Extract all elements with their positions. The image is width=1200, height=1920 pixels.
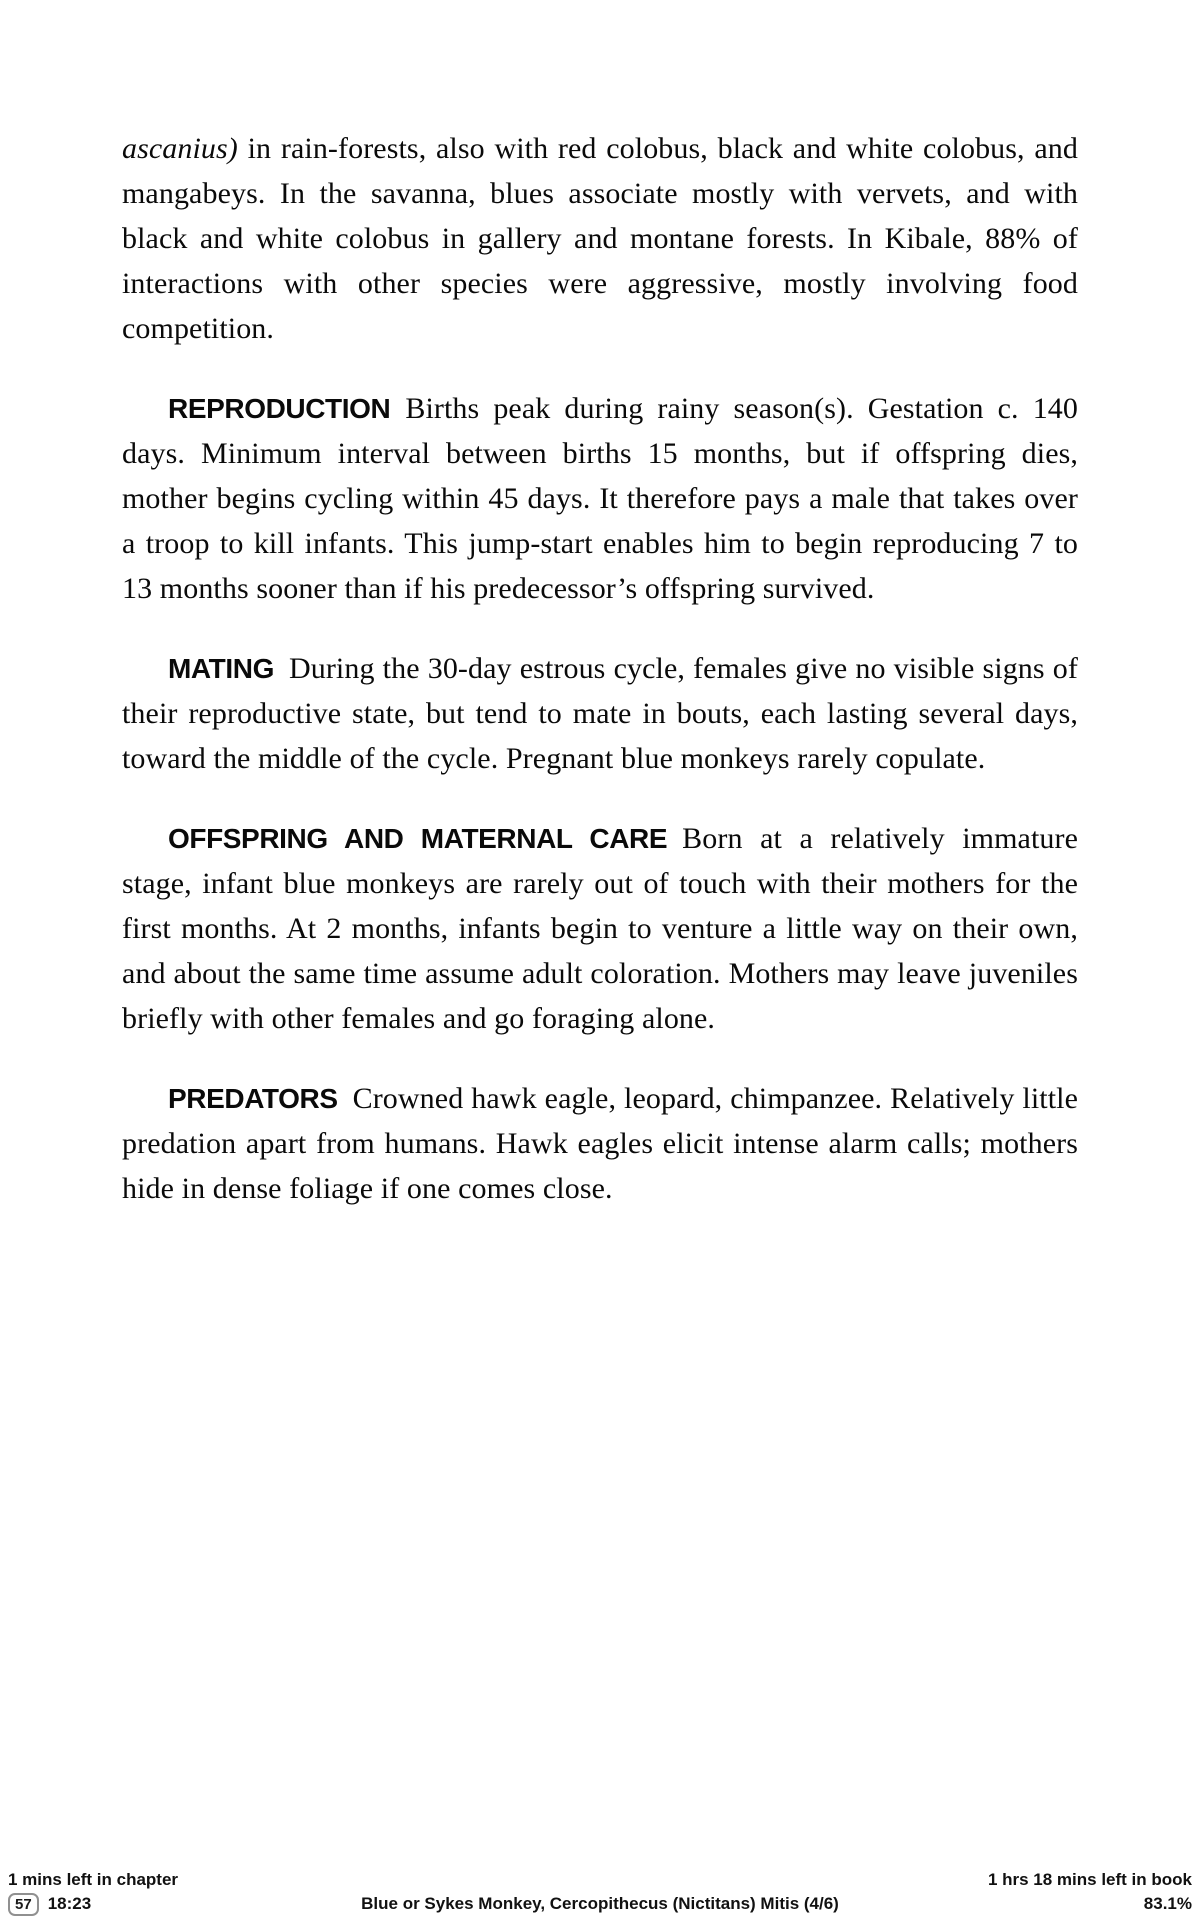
section-header-reproduction: REPRODUCTION bbox=[168, 393, 391, 424]
book-time-left: 1 hrs 18 mins left in book bbox=[987, 1870, 1192, 1889]
section-header-offspring: OFFSPRING AND MATERNAL CARE bbox=[168, 823, 668, 854]
species-name-italic: ascanius) bbox=[122, 132, 238, 165]
paragraph-text: in rain-forests, also with red colobus, black and white colobus, and mangabeys. In the savanna, blues associate mostly with vervets, and with black and white colobus in gallery and montane forests. In Kibale, 88% of interactions with other species were aggressive, mostly involving food competition. bbox=[122, 132, 1078, 345]
progress-percent: 83.1% bbox=[1143, 1894, 1192, 1913]
page-number-badge[interactable]: 57 bbox=[8, 1893, 39, 1916]
section-header-predators: PREDATORS bbox=[168, 1083, 338, 1114]
paragraph-predators bbox=[122, 1076, 1078, 1211]
book-title: Blue or Sykes Monkey, Cercopithecus (Nictitans) Mitis (4/6) bbox=[361, 1894, 839, 1913]
paragraph-text: During the 30-day estrous cycle, females give no visible signs of their reproductive state, but tend to mate in bouts, each lasting several days, toward the middle of the cycle. Pregnant blue monkeys rarely copulate. bbox=[122, 652, 1078, 775]
clock: 18:23 bbox=[47, 1894, 92, 1913]
paragraph-continuation bbox=[122, 126, 1078, 351]
status-bar bbox=[8, 1869, 1192, 1917]
paragraph-reproduction bbox=[122, 386, 1078, 611]
chapter-time-left: 1 mins left in chapter bbox=[8, 1870, 179, 1889]
paragraph-text: Born at a relatively immature stage, infant blue monkeys are rarely out of touch with their mothers for the first months. At 2 months, infants begin to venture a little way on their own, and about the same time assume adult coloration. Mothers may leave juveniles briefly with other females and go foraging alone. bbox=[122, 822, 1079, 1035]
paragraph-text: Crowned hawk eagle, leopard, chimpanzee. Relatively little predation apart from humans. Hawk eagles elicit intense alarm calls; mothers hide in dense foliage if one comes close. bbox=[122, 1082, 1078, 1205]
section-header-mating: MATING bbox=[168, 653, 274, 684]
paragraph-mating bbox=[122, 646, 1078, 781]
paragraph-text: Births peak during rainy season(s). Gestation c. 140 days. Minimum interval between births 15 months, but if offspring dies, mother begins cycling within 45 days. It therefore pays a male that takes over a troop to kill infants. This jump-start enables him to begin reproducing 7 to 13 months sooner than if his predecessor’s offspring survived. bbox=[122, 392, 1078, 605]
paragraph-offspring bbox=[122, 816, 1078, 1041]
reading-page[interactable] bbox=[122, 126, 1078, 1246]
